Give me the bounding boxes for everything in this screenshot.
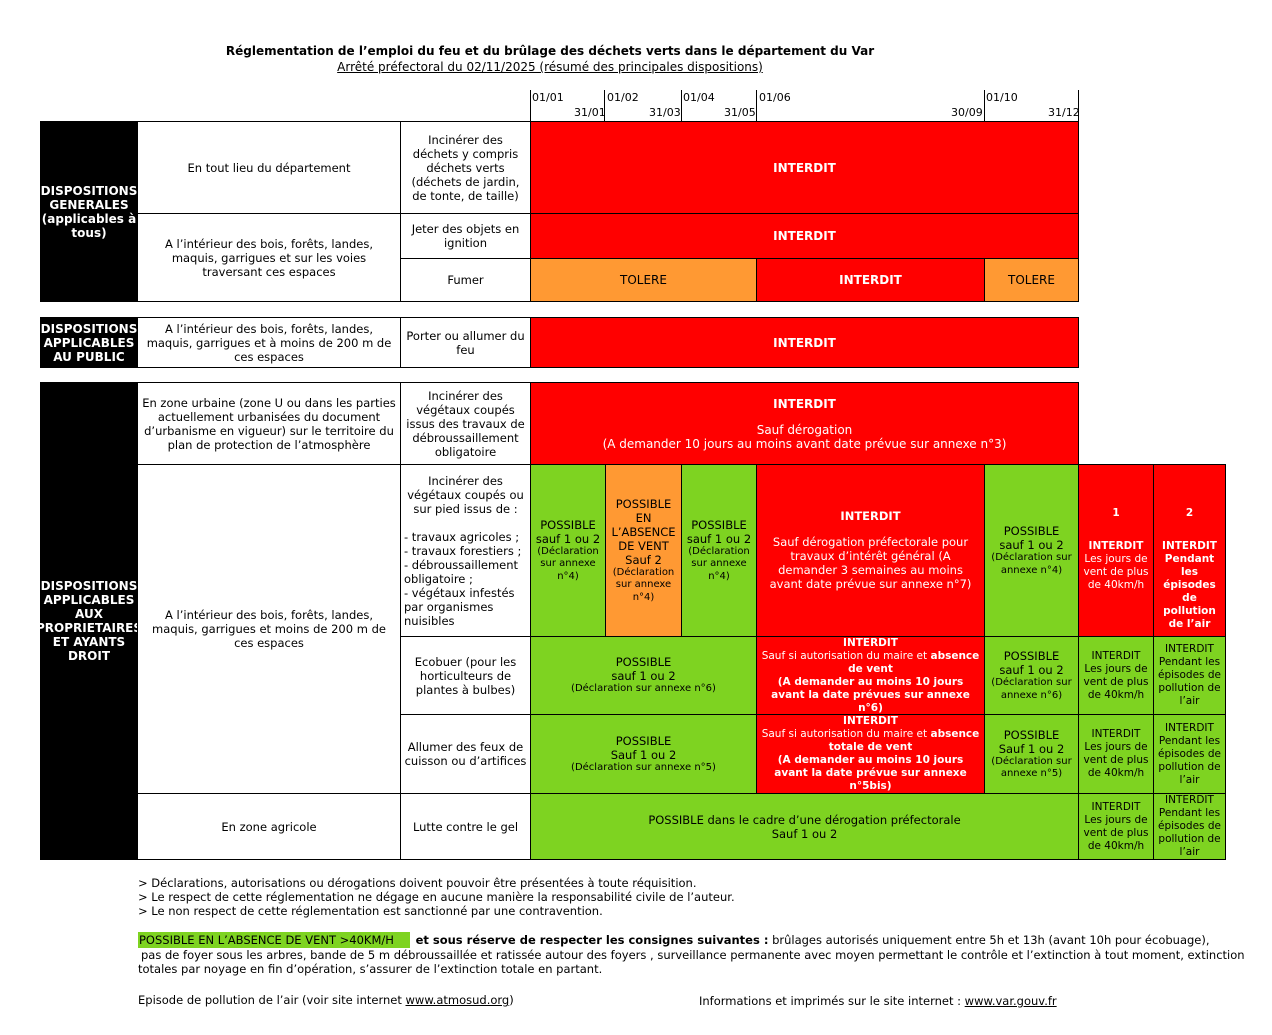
status-tolerated: TOLERE bbox=[530, 258, 757, 302]
zone-woods-roads: A l’intérieur des bois, forêts, landes, maquis, garrigues et sur les voies traversant ces espaces bbox=[137, 213, 401, 302]
status-possible: POSSIBLE sauf 1 ou 2 (Déclaration sur annexe n°4) bbox=[530, 464, 606, 637]
conditions-paragraph: POSSIBLE EN L’ABSENCE DE VENT >40KM/H et sous réserve de respecter les consignes suivantes : brûlages autorisés uniquement entre 5h et 13h (avant 10h pour écobuage), bbox=[139, 933, 1210, 947]
footer-info: Informations et imprimés sur le site internet : www.var.gouv.fr bbox=[699, 994, 1057, 1008]
activity-ecobuage: Ecobuer (pour les horticulteurs de plantes à bulbes) bbox=[400, 636, 531, 715]
status-forbidden-mayor: INTERDIT Sauf si autorisation du maire et absence totale de vent (A demander au moins 10 jours avant la date prévue sur annexe n°5bis) bbox=[756, 714, 985, 794]
zone-woods-owners: A l’intérieur des bois, forêts, landes, maquis, garrigues et moins de 200 m de ces espaces bbox=[137, 464, 401, 794]
condition-wind: INTERDIT Les jours de vent de plus de 40km/h bbox=[1078, 636, 1154, 715]
condition-wind: INTERDIT Les jours de vent de plus de 40km/h bbox=[1078, 714, 1154, 794]
highlight-possible: POSSIBLE EN L’ABSENCE DE VENT >40KM/H bbox=[138, 932, 410, 948]
tick-bottom-5: 31/12 bbox=[1048, 106, 1080, 119]
category-owners: DISPOSITIONS APPLICABLES AUX PROPRIETAIRES ET AYANTS DROIT bbox=[40, 382, 138, 860]
zone-woods-200m: A l’intérieur des bois, forêts, landes, maquis, garrigues et à moins de 200 m de ces espaces bbox=[137, 317, 401, 368]
activity-incinerate-plants: Incinérer des végétaux coupés ou sur pied issus de : - travaux agricoles ; - travaux forestiers ; - débroussaillement obligatoire ; - végétaux infestés par organismes nuisibles bbox=[400, 464, 531, 637]
zone-urban: En zone urbaine (zone U ou dans les parties actuellement urbanisées du document d’urbanisme en vigueur) sur le territoire du plan de protection de l’atmosphère bbox=[137, 382, 401, 465]
tick-bottom-2: 31/03 bbox=[649, 106, 681, 119]
timeline-header bbox=[530, 90, 1079, 121]
status-possible: POSSIBLE sauf 1 ou 2 (Déclaration sur annexe n°6) bbox=[984, 636, 1079, 715]
status-forbidden: INTERDIT bbox=[530, 213, 1079, 259]
zone-agricultural: En zone agricole bbox=[137, 793, 401, 860]
activity-carry-fire: Porter ou allumer du feu bbox=[400, 317, 531, 368]
condition-1-wind: 1 INTERDIT Les jours de vent de plus de 40km/h bbox=[1078, 464, 1154, 637]
tick-bottom-3: 31/05 bbox=[724, 106, 756, 119]
condition-pollution: INTERDIT Pendant les épisodes de pollution de l’air bbox=[1153, 714, 1226, 794]
zone-everywhere: En tout lieu du département bbox=[137, 121, 401, 214]
activity-incinerate-waste: Incinérer des déchets y compris déchets verts (déchets de jardin, de tonte, de taille) bbox=[400, 121, 531, 214]
tick-top-1: 01/01 bbox=[532, 91, 564, 104]
condition-pollution: INTERDIT Pendant les épisodes de pollution de l’air bbox=[1153, 793, 1226, 860]
status-possible: POSSIBLE sauf 1 ou 2 (Déclaration sur annexe n°6) bbox=[530, 636, 757, 715]
status-possible-no-wind: POSSIBLE EN L’ABSENCE DE VENT Sauf 2 (Déclaration sur annexe n°4) bbox=[605, 464, 682, 637]
conditions-line-3: totales par noyage en fin d’opération, s’assurer de l’extinction totale en partant. bbox=[138, 962, 603, 976]
activity-smoke: Fumer bbox=[400, 258, 531, 302]
status-possible: POSSIBLE Sauf 1 ou 2 (Déclaration sur annexe n°5) bbox=[530, 714, 757, 794]
activity-cooking-fires: Allumer des feux de cuisson ou d’artifices bbox=[400, 714, 531, 794]
page-title: Réglementation de l’emploi du feu et du brûlage des déchets verts dans le département du Var bbox=[225, 44, 875, 58]
status-tolerated: TOLERE bbox=[984, 258, 1079, 302]
status-possible-derogation: POSSIBLE dans le cadre d’une dérogation préfectorale Sauf 1 ou 2 bbox=[530, 793, 1079, 860]
status-forbidden-derogation: INTERDIT Sauf dérogation (A demander 10 jours au moins avant date prévue sur annexe n°3) bbox=[530, 382, 1079, 465]
tick-bottom-4: 30/09 bbox=[951, 106, 983, 119]
page-subtitle: Arrêté préfectoral du 02/11/2025 (résumé des principales dispositions) bbox=[337, 60, 763, 74]
condition-wind: INTERDIT Les jours de vent de plus de 40km/h bbox=[1078, 793, 1154, 860]
status-forbidden-general-interest: INTERDIT Sauf dérogation préfectorale pour travaux d’intérêt général (A demander 3 semaines au moins avant date prévue sur annexe n°7) bbox=[756, 464, 985, 637]
status-possible: POSSIBLE sauf 1 ou 2 (Déclaration sur annexe n°4) bbox=[984, 464, 1079, 637]
activity-throw-objects: Jeter des objets en ignition bbox=[400, 213, 531, 259]
status-forbidden-mayor: INTERDIT Sauf si autorisation du maire et absence de vent (A demander au moins 10 jours avant la date prévues sur annexe n°6) bbox=[756, 636, 985, 715]
status-forbidden: INTERDIT bbox=[530, 317, 1079, 368]
conditions-line-2: pas de foyer sous les arbres, bande de 5 m débroussaillée et ratissée autour des foyers , surveillance permanente avec moyen permettant le contrôle et l’extinction à tout moment, extinction bbox=[141, 948, 1245, 962]
status-possible: POSSIBLE Sauf 1 ou 2 (Déclaration sur annexe n°5) bbox=[984, 714, 1079, 794]
activity-incinerate-clearing: Incinérer des végétaux coupés issus des travaux de débroussaillement obligatoire bbox=[400, 382, 531, 465]
status-forbidden: INTERDIT bbox=[530, 121, 1079, 214]
note-responsibility: > Le respect de cette réglementation ne dégage en aucune manière la responsabilité civile de l’auteur. bbox=[138, 890, 735, 904]
status-forbidden: INTERDIT bbox=[756, 258, 985, 302]
note-declarations: > Déclarations, autorisations ou dérogations doivent pouvoir être présentées à toute réquisition. bbox=[138, 876, 697, 890]
tick-top-5: 01/10 bbox=[986, 91, 1018, 104]
footer-pollution: Episode de pollution de l’air (voir site internet www.atmosud.org) bbox=[138, 993, 514, 1007]
tick-top-4: 01/06 bbox=[759, 91, 791, 104]
tick-bottom-1: 31/01 bbox=[574, 106, 606, 119]
activity-frost-fight: Lutte contre le gel bbox=[400, 793, 531, 860]
tick-top-3: 01/04 bbox=[683, 91, 715, 104]
status-possible: POSSIBLE sauf 1 ou 2 (Déclaration sur annexe n°4) bbox=[681, 464, 757, 637]
condition-pollution: INTERDIT Pendant les épisodes de pollution de l’air bbox=[1153, 636, 1226, 715]
link-atmosud[interactable]: www.atmosud.org bbox=[405, 993, 510, 1007]
note-sanction: > Le non respect de cette réglementation est sanctionné par une contravention. bbox=[138, 904, 603, 918]
link-var-gouv[interactable]: www.var.gouv.fr bbox=[964, 994, 1057, 1008]
condition-2-pollution: 2 INTERDIT Pendant les épisodes de pollution de l’air bbox=[1153, 464, 1226, 637]
tick-top-2: 01/02 bbox=[607, 91, 639, 104]
category-public: DISPOSITIONS APPLICABLES AU PUBLIC bbox=[40, 317, 138, 368]
category-general: DISPOSITIONS GENERALES (applicables à tous) bbox=[40, 121, 138, 302]
